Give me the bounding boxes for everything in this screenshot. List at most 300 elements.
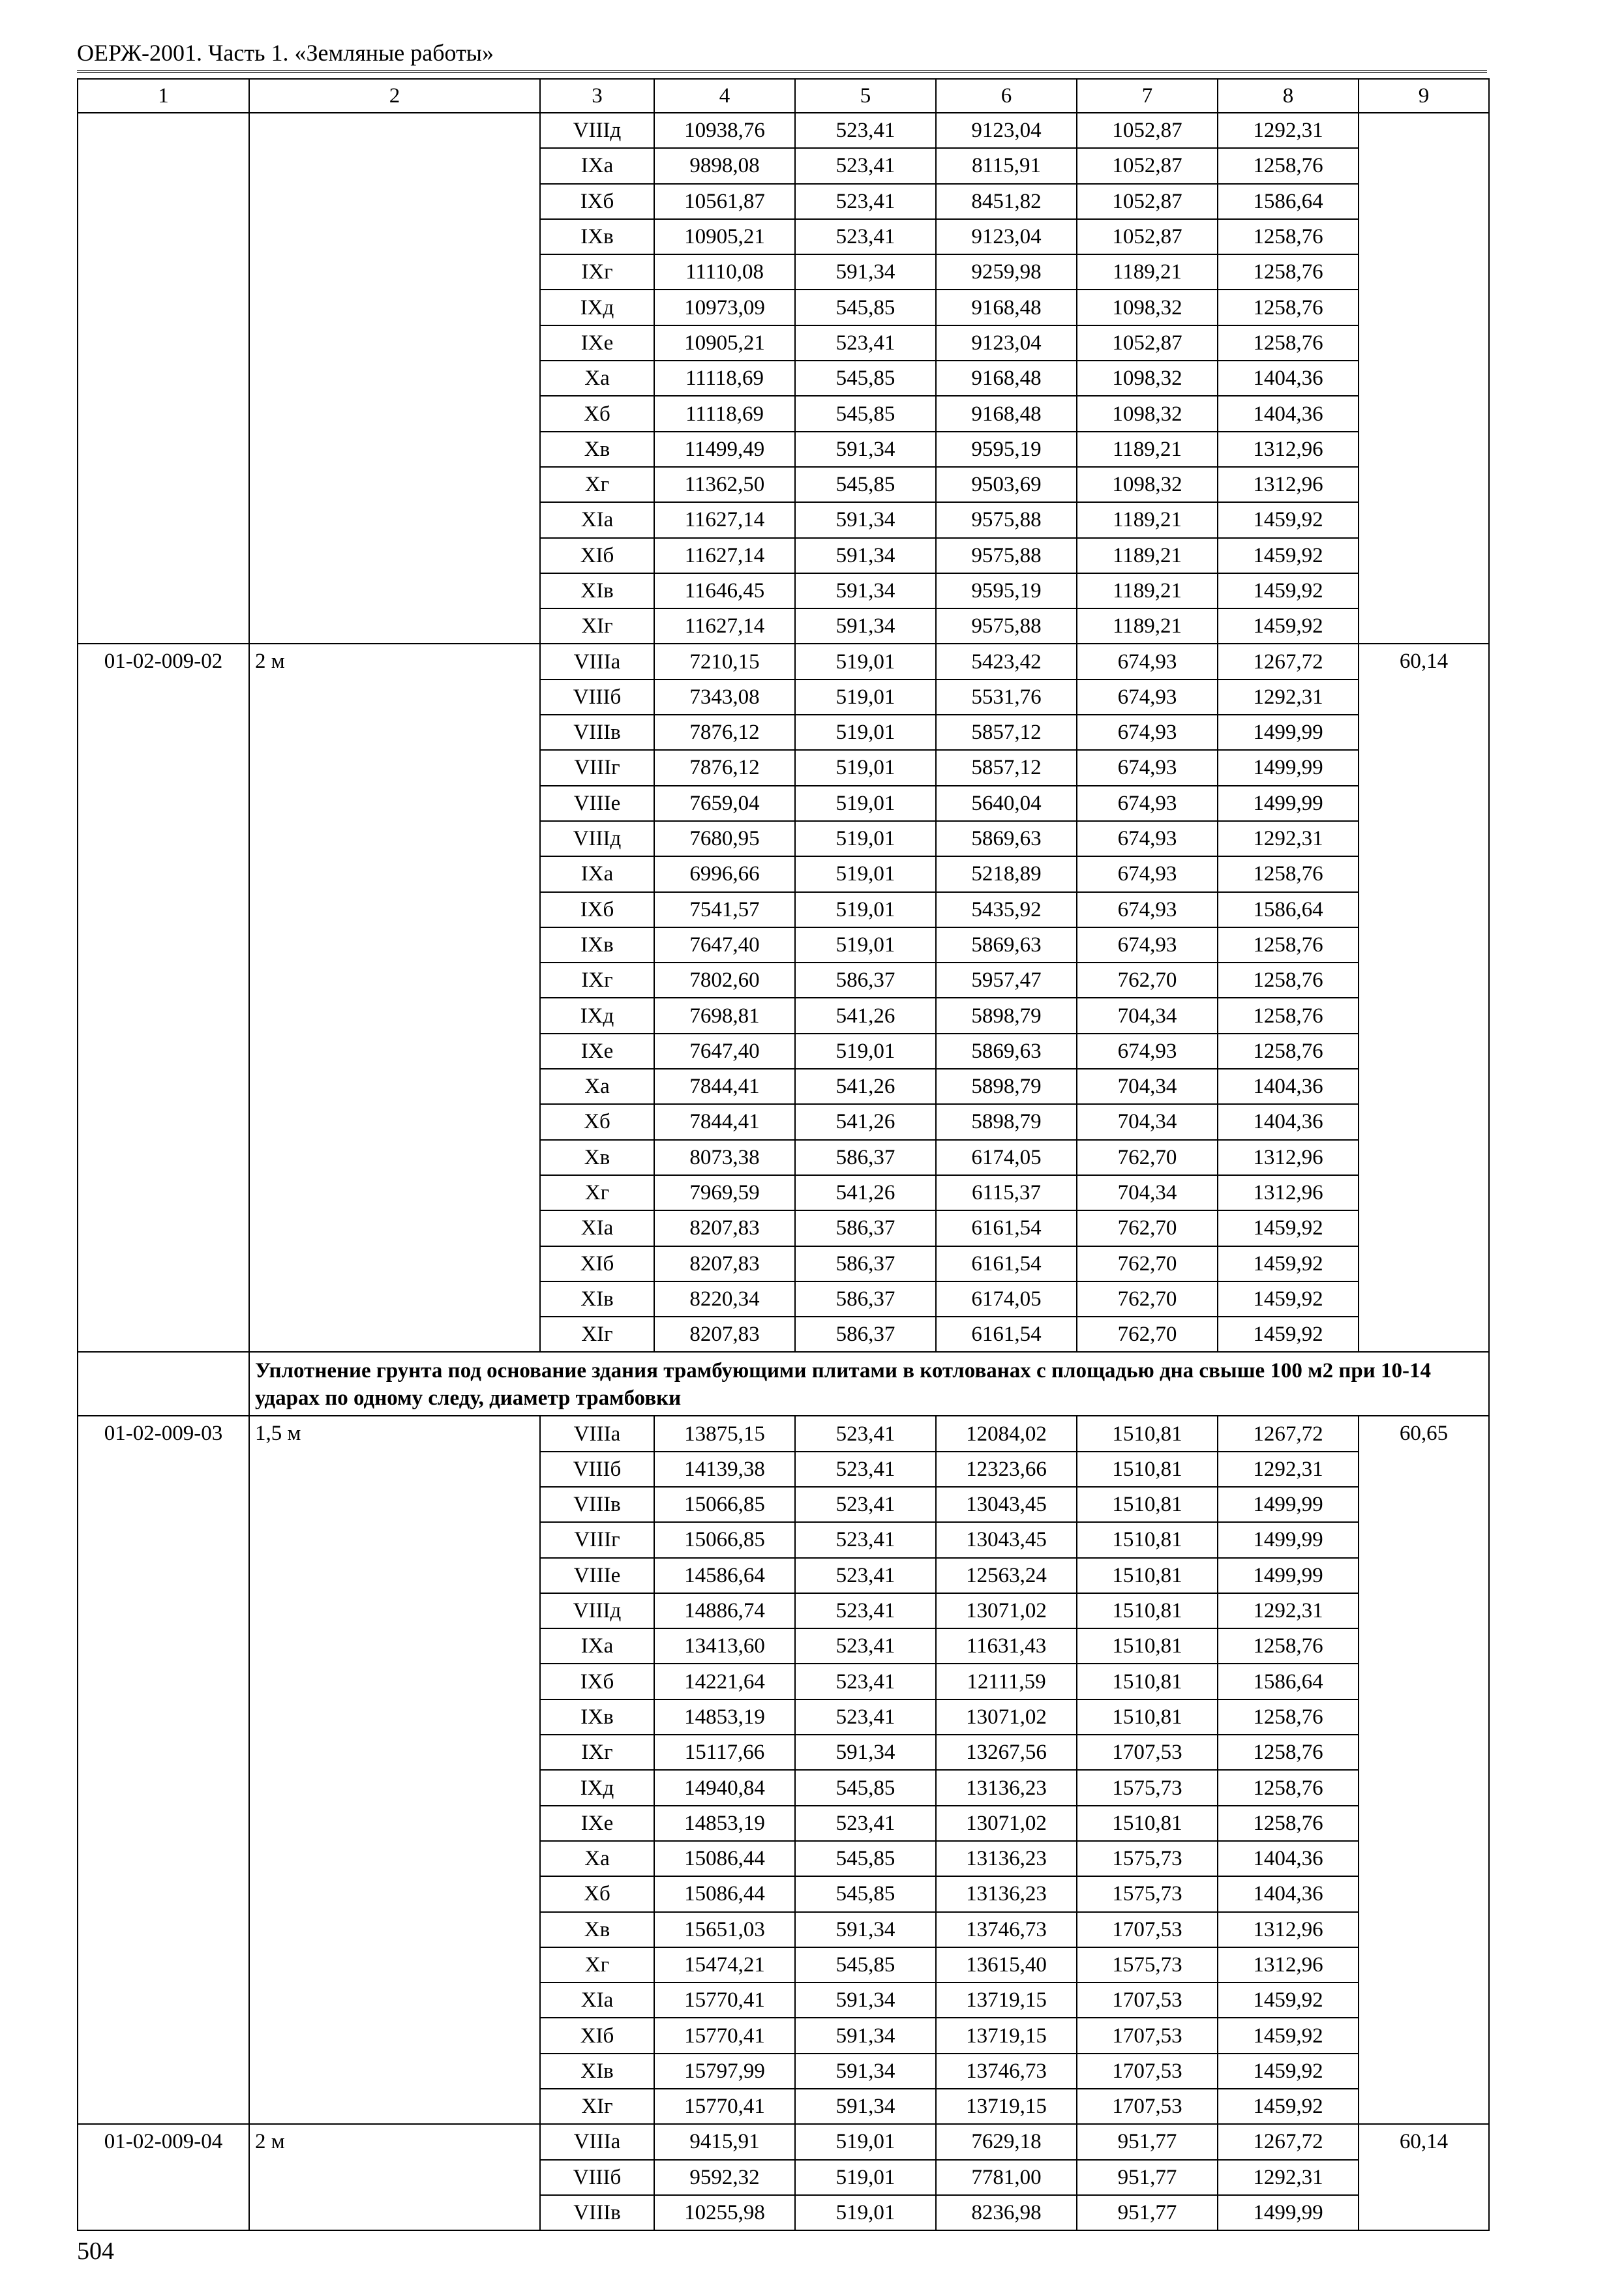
wages-cell: 541,26 <box>795 1175 936 1210</box>
materials-cell: 1404,36 <box>1218 1876 1359 1911</box>
operator-wages-cell: 951,77 <box>1077 2195 1218 2230</box>
soil-group-cell: Xг <box>540 1947 654 1982</box>
machine-cost-cell: 13136,23 <box>936 1841 1077 1876</box>
operator-wages-cell: 1575,73 <box>1077 1841 1218 1876</box>
materials-cell: 1258,76 <box>1218 254 1359 290</box>
soil-group-cell: VIIIг <box>540 750 654 785</box>
materials-cell: 1312,96 <box>1218 1947 1359 1982</box>
table-body <box>78 79 1489 2230</box>
wages-cell: 519,01 <box>795 892 936 927</box>
materials-cell: 1459,92 <box>1218 1210 1359 1246</box>
soil-group-cell: VIIIд <box>540 1593 654 1628</box>
soil-group-cell: VIIIа <box>540 2124 654 2159</box>
machine-cost-cell: 7781,00 <box>936 2160 1077 2195</box>
machine-cost-cell: 13043,45 <box>936 1487 1077 1522</box>
operator-wages-cell: 1098,32 <box>1077 467 1218 502</box>
wages-cell: 519,01 <box>795 856 936 891</box>
total-cost-cell: 10905,21 <box>654 325 795 361</box>
machine-cost-cell: 13719,15 <box>936 1982 1077 2018</box>
rates-table <box>77 78 1490 2231</box>
total-cost-cell: 11118,69 <box>654 361 795 396</box>
soil-group-cell: IXд <box>540 290 654 325</box>
machine-cost-cell: 9168,48 <box>936 361 1077 396</box>
soil-group-cell: XIа <box>540 502 654 537</box>
total-cost-cell: 14221,64 <box>654 1664 795 1699</box>
total-cost-cell: 14886,74 <box>654 1593 795 1628</box>
materials-cell: 1258,76 <box>1218 219 1359 254</box>
total-cost-cell: 14940,84 <box>654 1770 795 1805</box>
materials-cell: 1292,31 <box>1218 821 1359 856</box>
column-number: 9 <box>1359 79 1489 113</box>
total-cost-cell: 14139,38 <box>654 1452 795 1487</box>
machine-cost-cell: 9503,69 <box>936 467 1077 502</box>
wages-cell: 545,85 <box>795 1770 936 1805</box>
total-cost-cell: 9592,32 <box>654 2160 795 2195</box>
wages-cell: 523,41 <box>795 1806 936 1841</box>
materials-cell: 1258,76 <box>1218 998 1359 1033</box>
materials-cell: 1312,96 <box>1218 467 1359 502</box>
total-cost-cell: 14586,64 <box>654 1558 795 1593</box>
machine-cost-cell: 13267,56 <box>936 1735 1077 1770</box>
rate-code <box>78 113 249 644</box>
operator-wages-cell: 674,93 <box>1077 786 1218 821</box>
wages-cell: 545,85 <box>795 290 936 325</box>
materials-cell: 1459,92 <box>1218 502 1359 537</box>
wages-cell: 545,85 <box>795 1876 936 1911</box>
materials-cell: 1267,72 <box>1218 644 1359 679</box>
machine-cost-cell: 6161,54 <box>936 1210 1077 1246</box>
machine-cost-cell: 5898,79 <box>936 998 1077 1033</box>
total-cost-cell: 7680,95 <box>654 821 795 856</box>
materials-cell: 1258,76 <box>1218 1770 1359 1805</box>
total-cost-cell: 13875,15 <box>654 1416 795 1451</box>
total-cost-cell: 8207,83 <box>654 1210 795 1246</box>
soil-group-cell: VIIIв <box>540 1487 654 1522</box>
materials-cell: 1459,92 <box>1218 2089 1359 2124</box>
materials-cell: 1459,92 <box>1218 2018 1359 2053</box>
wages-cell: 541,26 <box>795 1104 936 1139</box>
wages-cell: 545,85 <box>795 467 936 502</box>
materials-cell: 1459,92 <box>1218 1982 1359 2018</box>
total-cost-cell: 15770,41 <box>654 2018 795 2053</box>
machine-cost-cell: 8236,98 <box>936 2195 1077 2230</box>
section-title: Уплотнение грунта под основание здания трамбующими плитами в котлованах с площадью дна свыше 100 м2 при 10-14 ударах по одному следу, диаметр трамбовки <box>249 1352 1489 1416</box>
total-cost-cell: 7659,04 <box>654 786 795 821</box>
section-title-row <box>78 1352 1489 1416</box>
total-cost-cell: 7876,12 <box>654 750 795 785</box>
total-cost-cell: 7647,40 <box>654 927 795 963</box>
soil-group-cell: IXб <box>540 184 654 219</box>
materials-cell: 1258,76 <box>1218 290 1359 325</box>
operator-wages-cell: 674,93 <box>1077 680 1218 715</box>
materials-cell: 1258,76 <box>1218 1806 1359 1841</box>
machine-cost-cell: 13071,02 <box>936 1593 1077 1628</box>
machine-cost-cell: 9168,48 <box>936 396 1077 431</box>
wages-cell: 523,41 <box>795 219 936 254</box>
soil-group-cell: IXб <box>540 892 654 927</box>
wages-cell: 586,37 <box>795 1246 936 1281</box>
machine-cost-cell: 5218,89 <box>936 856 1077 891</box>
soil-group-cell: IXа <box>540 1628 654 1664</box>
machine-cost-cell: 6161,54 <box>936 1246 1077 1281</box>
machine-cost-cell: 9123,04 <box>936 219 1077 254</box>
materials-cell: 1499,99 <box>1218 1558 1359 1593</box>
machine-cost-cell: 5640,04 <box>936 786 1077 821</box>
materials-cell: 1292,31 <box>1218 113 1359 148</box>
wages-cell: 591,34 <box>795 502 936 537</box>
operator-wages-cell: 1098,32 <box>1077 396 1218 431</box>
wages-cell: 523,41 <box>795 1628 936 1664</box>
wages-cell: 519,01 <box>795 1034 936 1069</box>
materials-cell: 1499,99 <box>1218 1522 1359 1557</box>
machine-cost-cell: 9575,88 <box>936 538 1077 573</box>
operator-wages-cell: 1510,81 <box>1077 1664 1218 1699</box>
wages-cell: 519,01 <box>795 2160 936 2195</box>
total-cost-cell: 8220,34 <box>654 1281 795 1317</box>
soil-group-cell: VIIIг <box>540 1522 654 1557</box>
labor-cost: 60,14 <box>1359 644 1489 1352</box>
machine-cost-cell: 6174,05 <box>936 1281 1077 1317</box>
soil-group-cell: Xг <box>540 1175 654 1210</box>
soil-group-cell: Xг <box>540 467 654 502</box>
total-cost-cell: 7844,41 <box>654 1104 795 1139</box>
machine-cost-cell: 5869,63 <box>936 821 1077 856</box>
machine-cost-cell: 12563,24 <box>936 1558 1077 1593</box>
wages-cell: 591,34 <box>795 2054 936 2089</box>
wages-cell: 519,01 <box>795 680 936 715</box>
materials-cell: 1292,31 <box>1218 1452 1359 1487</box>
rate-code: 01-02-009-04 <box>78 2124 249 2230</box>
total-cost-cell: 11646,45 <box>654 573 795 608</box>
total-cost-cell: 15474,21 <box>654 1947 795 1982</box>
section-title-blank <box>78 1352 249 1416</box>
total-cost-cell: 11110,08 <box>654 254 795 290</box>
materials-cell: 1586,64 <box>1218 892 1359 927</box>
soil-group-cell: Xб <box>540 1876 654 1911</box>
materials-cell: 1586,64 <box>1218 1664 1359 1699</box>
materials-cell: 1292,31 <box>1218 2160 1359 2195</box>
operator-wages-cell: 1189,21 <box>1077 502 1218 537</box>
machine-cost-cell: 5957,47 <box>936 963 1077 998</box>
materials-cell: 1292,31 <box>1218 680 1359 715</box>
materials-cell: 1499,99 <box>1218 1487 1359 1522</box>
operator-wages-cell: 674,93 <box>1077 715 1218 750</box>
machine-cost-cell: 5898,79 <box>936 1104 1077 1139</box>
soil-group-cell: XIг <box>540 2089 654 2124</box>
rate-code: 01-02-009-03 <box>78 1416 249 2124</box>
operator-wages-cell: 951,77 <box>1077 2124 1218 2159</box>
wages-cell: 591,34 <box>795 1912 936 1947</box>
total-cost-cell: 10973,09 <box>654 290 795 325</box>
materials-cell: 1404,36 <box>1218 1104 1359 1139</box>
wages-cell: 519,01 <box>795 2195 936 2230</box>
wages-cell: 586,37 <box>795 1210 936 1246</box>
wages-cell: 591,34 <box>795 573 936 608</box>
wages-cell: 545,85 <box>795 361 936 396</box>
operator-wages-cell: 1052,87 <box>1077 219 1218 254</box>
materials-cell: 1404,36 <box>1218 361 1359 396</box>
soil-group-cell: Xа <box>540 1069 654 1104</box>
wages-cell: 591,34 <box>795 1735 936 1770</box>
operator-wages-cell: 1510,81 <box>1077 1699 1218 1735</box>
wages-cell: 591,34 <box>795 608 936 644</box>
materials-cell: 1499,99 <box>1218 2195 1359 2230</box>
soil-group-cell: IXв <box>540 927 654 963</box>
materials-cell: 1312,96 <box>1218 1912 1359 1947</box>
materials-cell: 1499,99 <box>1218 715 1359 750</box>
soil-group-cell: VIIIе <box>540 1558 654 1593</box>
soil-group-cell: XIг <box>540 608 654 644</box>
materials-cell: 1312,96 <box>1218 1175 1359 1210</box>
operator-wages-cell: 1098,32 <box>1077 290 1218 325</box>
machine-cost-cell: 8451,82 <box>936 184 1077 219</box>
machine-cost-cell: 9123,04 <box>936 325 1077 361</box>
column-number-row <box>78 79 1489 113</box>
materials-cell: 1459,92 <box>1218 1246 1359 1281</box>
labor-cost: 60,65 <box>1359 1416 1489 2124</box>
operator-wages-cell: 762,70 <box>1077 1281 1218 1317</box>
total-cost-cell: 10938,76 <box>654 113 795 148</box>
machine-cost-cell: 13071,02 <box>936 1806 1077 1841</box>
total-cost-cell: 11499,49 <box>654 432 795 467</box>
total-cost-cell: 7698,81 <box>654 998 795 1033</box>
total-cost-cell: 10561,87 <box>654 184 795 219</box>
total-cost-cell: 7647,40 <box>654 1034 795 1069</box>
materials-cell: 1258,76 <box>1218 1699 1359 1735</box>
soil-group-cell: Xв <box>540 1140 654 1175</box>
machine-cost-cell: 13746,73 <box>936 1912 1077 1947</box>
total-cost-cell: 15797,99 <box>654 2054 795 2089</box>
page-header: ОЕРЖ-2001. Часть 1. «Земляные работы» <box>77 38 1487 73</box>
operator-wages-cell: 951,77 <box>1077 2160 1218 2195</box>
wages-cell: 523,41 <box>795 325 936 361</box>
materials-cell: 1258,76 <box>1218 1628 1359 1664</box>
column-number: 7 <box>1077 79 1218 113</box>
soil-group-cell: IXд <box>540 998 654 1033</box>
soil-group-cell: XIв <box>540 573 654 608</box>
wages-cell: 541,26 <box>795 998 936 1033</box>
total-cost-cell: 7210,15 <box>654 644 795 679</box>
operator-wages-cell: 1575,73 <box>1077 1947 1218 1982</box>
column-number: 4 <box>654 79 795 113</box>
machine-cost-cell: 13071,02 <box>936 1699 1077 1735</box>
soil-group-cell: Xб <box>540 396 654 431</box>
wages-cell: 523,41 <box>795 1416 936 1451</box>
wages-cell: 519,01 <box>795 2124 936 2159</box>
column-number: 2 <box>249 79 540 113</box>
soil-group-cell: XIг <box>540 1317 654 1352</box>
total-cost-cell: 15770,41 <box>654 2089 795 2124</box>
materials-cell: 1312,96 <box>1218 1140 1359 1175</box>
materials-cell: 1267,72 <box>1218 1416 1359 1451</box>
total-cost-cell: 14853,19 <box>654 1699 795 1735</box>
machine-cost-cell: 6115,37 <box>936 1175 1077 1210</box>
wages-cell: 523,41 <box>795 113 936 148</box>
wages-cell: 523,41 <box>795 1664 936 1699</box>
column-number: 8 <box>1218 79 1359 113</box>
total-cost-cell: 6996,66 <box>654 856 795 891</box>
total-cost-cell: 14853,19 <box>654 1806 795 1841</box>
machine-cost-cell: 9595,19 <box>936 573 1077 608</box>
rate-parameter <box>249 113 540 644</box>
operator-wages-cell: 674,93 <box>1077 644 1218 679</box>
wages-cell: 519,01 <box>795 715 936 750</box>
soil-group-cell: IXг <box>540 254 654 290</box>
soil-group-cell: Xв <box>540 1912 654 1947</box>
machine-cost-cell: 5857,12 <box>936 715 1077 750</box>
column-number: 6 <box>936 79 1077 113</box>
soil-group-cell: IXб <box>540 1664 654 1699</box>
wages-cell: 591,34 <box>795 2018 936 2053</box>
materials-cell: 1459,92 <box>1218 608 1359 644</box>
wages-cell: 591,34 <box>795 1982 936 2018</box>
total-cost-cell: 7343,08 <box>654 680 795 715</box>
machine-cost-cell: 5435,92 <box>936 892 1077 927</box>
operator-wages-cell: 1510,81 <box>1077 1416 1218 1451</box>
soil-group-cell: IXд <box>540 1770 654 1805</box>
total-cost-cell: 11627,14 <box>654 538 795 573</box>
operator-wages-cell: 1707,53 <box>1077 2018 1218 2053</box>
soil-group-cell: IXв <box>540 1699 654 1735</box>
wages-cell: 519,01 <box>795 644 936 679</box>
machine-cost-cell: 5898,79 <box>936 1069 1077 1104</box>
soil-group-cell: Xб <box>540 1104 654 1139</box>
total-cost-cell: 15651,03 <box>654 1912 795 1947</box>
total-cost-cell: 10905,21 <box>654 219 795 254</box>
operator-wages-cell: 704,34 <box>1077 1104 1218 1139</box>
total-cost-cell: 7802,60 <box>654 963 795 998</box>
labor-cost <box>1359 113 1489 644</box>
machine-cost-cell: 11631,43 <box>936 1628 1077 1664</box>
operator-wages-cell: 762,70 <box>1077 1210 1218 1246</box>
operator-wages-cell: 1707,53 <box>1077 2054 1218 2089</box>
total-cost-cell: 11627,14 <box>654 502 795 537</box>
page-number: 504 <box>77 2237 114 2265</box>
machine-cost-cell: 13746,73 <box>936 2054 1077 2089</box>
materials-cell: 1404,36 <box>1218 1069 1359 1104</box>
operator-wages-cell: 1510,81 <box>1077 1806 1218 1841</box>
operator-wages-cell: 704,34 <box>1077 1069 1218 1104</box>
machine-cost-cell: 9168,48 <box>936 290 1077 325</box>
soil-group-cell: XIв <box>540 2054 654 2089</box>
total-cost-cell: 13413,60 <box>654 1628 795 1664</box>
total-cost-cell: 11362,50 <box>654 467 795 502</box>
total-cost-cell: 15086,44 <box>654 1876 795 1911</box>
wages-cell: 523,41 <box>795 1487 936 1522</box>
machine-cost-cell: 6174,05 <box>936 1140 1077 1175</box>
wages-cell: 545,85 <box>795 396 936 431</box>
soil-group-cell: XIа <box>540 1982 654 2018</box>
operator-wages-cell: 1510,81 <box>1077 1452 1218 1487</box>
soil-group-cell: XIб <box>540 1246 654 1281</box>
machine-cost-cell: 12084,02 <box>936 1416 1077 1451</box>
soil-group-cell: VIIIб <box>540 680 654 715</box>
rate-code: 01-02-009-02 <box>78 644 249 1352</box>
soil-group-cell: Xа <box>540 361 654 396</box>
operator-wages-cell: 1510,81 <box>1077 1522 1218 1557</box>
operator-wages-cell: 1052,87 <box>1077 113 1218 148</box>
table-row <box>78 1416 1489 1451</box>
operator-wages-cell: 1707,53 <box>1077 2089 1218 2124</box>
total-cost-cell: 15066,85 <box>654 1487 795 1522</box>
rate-parameter: 2 м <box>249 644 540 1352</box>
materials-cell: 1459,92 <box>1218 1281 1359 1317</box>
total-cost-cell: 15770,41 <box>654 1982 795 2018</box>
soil-group-cell: XIб <box>540 2018 654 2053</box>
materials-cell: 1499,99 <box>1218 786 1359 821</box>
column-number: 1 <box>78 79 249 113</box>
wages-cell: 519,01 <box>795 750 936 785</box>
total-cost-cell: 15086,44 <box>654 1841 795 1876</box>
wages-cell: 586,37 <box>795 1281 936 1317</box>
machine-cost-cell: 13719,15 <box>936 2018 1077 2053</box>
operator-wages-cell: 674,93 <box>1077 856 1218 891</box>
materials-cell: 1258,76 <box>1218 927 1359 963</box>
operator-wages-cell: 1189,21 <box>1077 608 1218 644</box>
operator-wages-cell: 1189,21 <box>1077 254 1218 290</box>
wages-cell: 519,01 <box>795 821 936 856</box>
soil-group-cell: IXе <box>540 1806 654 1841</box>
machine-cost-cell: 6161,54 <box>936 1317 1077 1352</box>
operator-wages-cell: 704,34 <box>1077 998 1218 1033</box>
materials-cell: 1404,36 <box>1218 1841 1359 1876</box>
total-cost-cell: 8073,38 <box>654 1140 795 1175</box>
materials-cell: 1586,64 <box>1218 184 1359 219</box>
operator-wages-cell: 704,34 <box>1077 1175 1218 1210</box>
materials-cell: 1459,92 <box>1218 538 1359 573</box>
materials-cell: 1258,76 <box>1218 1735 1359 1770</box>
materials-cell: 1258,76 <box>1218 325 1359 361</box>
machine-cost-cell: 9575,88 <box>936 502 1077 537</box>
operator-wages-cell: 1510,81 <box>1077 1593 1218 1628</box>
machine-cost-cell: 12111,59 <box>936 1664 1077 1699</box>
wages-cell: 523,41 <box>795 184 936 219</box>
rate-parameter: 1,5 м <box>249 1416 540 2124</box>
soil-group-cell: IXа <box>540 148 654 183</box>
wages-cell: 586,37 <box>795 963 936 998</box>
total-cost-cell: 11118,69 <box>654 396 795 431</box>
soil-group-cell: VIIIд <box>540 113 654 148</box>
soil-group-cell: XIв <box>540 1281 654 1317</box>
wages-cell: 523,41 <box>795 1593 936 1628</box>
operator-wages-cell: 674,93 <box>1077 892 1218 927</box>
machine-cost-cell: 13719,15 <box>936 2089 1077 2124</box>
machine-cost-cell: 5857,12 <box>936 750 1077 785</box>
soil-group-cell: IXе <box>540 325 654 361</box>
soil-group-cell: VIIIб <box>540 2160 654 2195</box>
operator-wages-cell: 1707,53 <box>1077 1735 1218 1770</box>
machine-cost-cell: 13136,23 <box>936 1876 1077 1911</box>
machine-cost-cell: 9259,98 <box>936 254 1077 290</box>
soil-group-cell: IXв <box>540 219 654 254</box>
operator-wages-cell: 1510,81 <box>1077 1487 1218 1522</box>
column-number: 5 <box>795 79 936 113</box>
wages-cell: 586,37 <box>795 1317 936 1352</box>
operator-wages-cell: 1189,21 <box>1077 538 1218 573</box>
soil-group-cell: VIIIб <box>540 1452 654 1487</box>
machine-cost-cell: 9123,04 <box>936 113 1077 148</box>
soil-group-cell: VIIIе <box>540 786 654 821</box>
soil-group-cell: IXг <box>540 1735 654 1770</box>
total-cost-cell: 10255,98 <box>654 2195 795 2230</box>
labor-cost: 60,14 <box>1359 2124 1489 2230</box>
total-cost-cell: 15066,85 <box>654 1522 795 1557</box>
soil-group-cell: IXа <box>540 856 654 891</box>
operator-wages-cell: 1189,21 <box>1077 432 1218 467</box>
table-row <box>78 644 1489 679</box>
operator-wages-cell: 762,70 <box>1077 1140 1218 1175</box>
soil-group-cell: Xв <box>540 432 654 467</box>
